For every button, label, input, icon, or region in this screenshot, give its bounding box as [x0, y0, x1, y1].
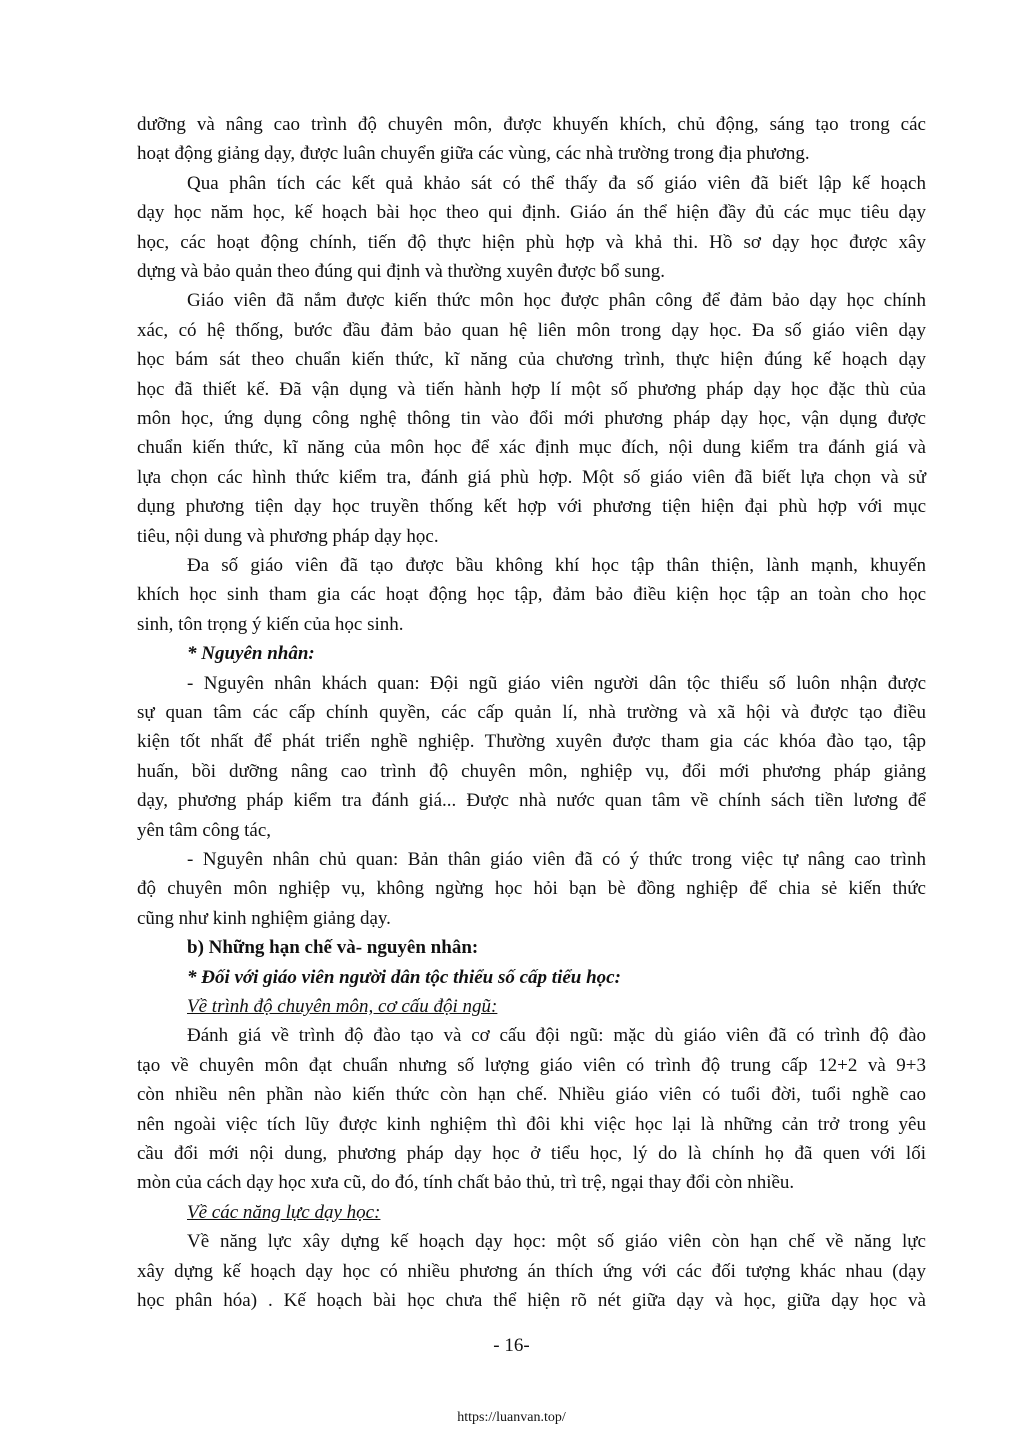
- text-line: Qua phân tích các kết quả khảo sát có thể thấy đa số giáo viên đã biết lập kế hoạch: [187, 172, 926, 194]
- text-line: lựa chọn các hình thức kiểm tra, đánh giá phù hợp. Một số giáo viên đã biết lựa chọn và sử: [137, 466, 926, 488]
- text-line: Về năng lực xây dựng kế hoạch dạy học: một số giáo viên còn hạn chế về năng lực: [187, 1231, 926, 1253]
- text-line: độ chuyên môn nghiệp vụ, không ngừng học hỏi bạn bè đồng nghiệp để chia sẻ kiến thức: [137, 878, 926, 900]
- text-line: xác, có hệ thống, bước đầu đảm bảo quan hệ liên môn trong dạy học. Đa số giáo viên dạy: [137, 319, 926, 341]
- footer-url: https://luanvan.top/: [457, 1410, 566, 1425]
- text-line: mòn của cách dạy học xưa cũ, do đó, tính chất bảo thủ, trì trệ, ngại thay đổi còn nhiều.: [137, 1172, 795, 1194]
- text-line: xây dựng kế hoạch dạy học có nhiều phương án thích ứng với các đối tượng khác nhau (dạy: [137, 1260, 926, 1282]
- text-line: dụng phương tiện dạy học truyền thống kết hợp với phương tiện hiện đại phù hợp với mục: [137, 496, 926, 518]
- text-line: Đánh giá về trình độ đào tạo và cơ cấu đội ngũ: mặc dù giáo viên đã có trình độ đào: [187, 1025, 926, 1047]
- text-line: học, các hoạt động chính, tiến độ thực hiện phù hợp và khả thi. Hồ sơ dạy học được xây: [137, 231, 926, 253]
- text-line: tạo về chuyên môn đạt chuẩn nhưng số lượng giáo viên có trình độ trung cấp 12+2 và 9+3: [137, 1054, 926, 1076]
- text-line: cũng như kinh nghiệm giảng dạy.: [137, 907, 391, 929]
- subsection-heading: * Đối với giáo viên người dân tộc thiểu số cấp tiểu học:: [187, 966, 621, 988]
- text-line: - Nguyên nhân khách quan: Đội ngũ giáo viên người dân tộc thiểu số luôn nhận được: [187, 672, 926, 694]
- text-line: - Nguyên nhân chủ quan: Bản thân giáo viên đã có ý thức trong việc tự nâng cao trình: [187, 849, 926, 870]
- section-heading: * Nguyên nhân:: [187, 643, 315, 665]
- text-line: còn nhiều nên phần nào kiến thức còn hạn chế. Nhiều giáo viên có tuổi đời, tuổi nghề cao: [137, 1084, 926, 1106]
- text-line: sinh, tôn trọng ý kiến của học sinh.: [137, 613, 404, 635]
- subsection-title: Về các năng lực dạy học:: [187, 1201, 381, 1223]
- text-line: nên ngoài việc tích lũy được kinh nghiệm thì đôi khi việc học lại là những cản trở trong yêu: [137, 1113, 926, 1135]
- text-line: dạy học năm học, kế hoạch bài học theo qui định. Giáo án thể hiện đầy đủ các mục tiêu dạy: [137, 202, 926, 224]
- text-line: môn học, ứng dụng công nghệ thông tin vào đổi mới phương pháp dạy học, vận dụng được: [137, 408, 926, 429]
- text-line: cầu đổi mới nội dung, phương pháp dạy học ở tiểu học, lý do là chính họ đã quen với lối: [137, 1143, 926, 1164]
- text-line: học đã thiết kế. Đã vận dụng và tiến hành hợp lí một số phương pháp dạy học đặc thù của: [137, 378, 926, 400]
- text-line: yên tâm công tác,: [137, 819, 272, 841]
- page-number: - 16-: [493, 1335, 530, 1356]
- text-line: kiện tốt nhất để phát triển nghề nghiệp. Thường xuyên được tham gia các khóa đào tạo, tập: [137, 731, 926, 753]
- text-line: sự quan tâm các cấp chính quyền, các cấp quản lí, nhà trường và xã hội và được tạo điều: [137, 702, 926, 723]
- subsection-title: Về trình độ chuyên môn, cơ cấu đội ngũ:: [187, 996, 498, 1017]
- text-line: dựng và bảo quản theo đúng qui định và thường xuyên được bổ sung.: [137, 261, 666, 282]
- text-line: học phân hóa) . Kế hoạch bài học chưa thể hiện rõ nét giữa dạy và học, giữa dạy học và: [137, 1290, 926, 1311]
- section-heading: b) Những hạn chế và- nguyên nhân:: [187, 937, 479, 959]
- text-line: tiêu, nội dung và phương pháp dạy học.: [137, 525, 439, 547]
- text-line: Đa số giáo viên đã tạo được bầu không khí học tập thân thiện, lành mạnh, khuyến: [187, 555, 926, 576]
- text-line: huấn, bồi dưỡng nâng cao trình độ chuyên môn, nghiệp vụ, đổi mới phương pháp giảng: [137, 760, 926, 782]
- text-line: học bám sát theo chuẩn kiến thức, kĩ năng của chương trình, thực hiện đúng kế hoạch dạy: [137, 349, 926, 371]
- text-line: Giáo viên đã nắm được kiến thức môn học được phân công để đảm bảo dạy học chính: [187, 290, 926, 312]
- text-line: chuẩn kiến thức, kĩ năng của môn học để xác định mục đích, nội dung kiểm tra đánh giá và: [137, 437, 926, 459]
- text-line: khích học sinh tham gia các hoạt động học tập, đảm bảo điều kiện học tập an toàn cho học: [137, 584, 926, 606]
- text-line: hoạt động giảng dạy, được luân chuyển giữa các vùng, các nhà trường trong địa phương.: [137, 143, 810, 165]
- text-line: dưỡng và nâng cao trình độ chuyên môn, được khuyến khích, chủ động, sáng tạo trong các: [137, 114, 926, 135]
- text-line: dạy, phương pháp kiểm tra đánh giá... Được nhà nước quan tâm về chính sách tiền lương để: [137, 790, 926, 812]
